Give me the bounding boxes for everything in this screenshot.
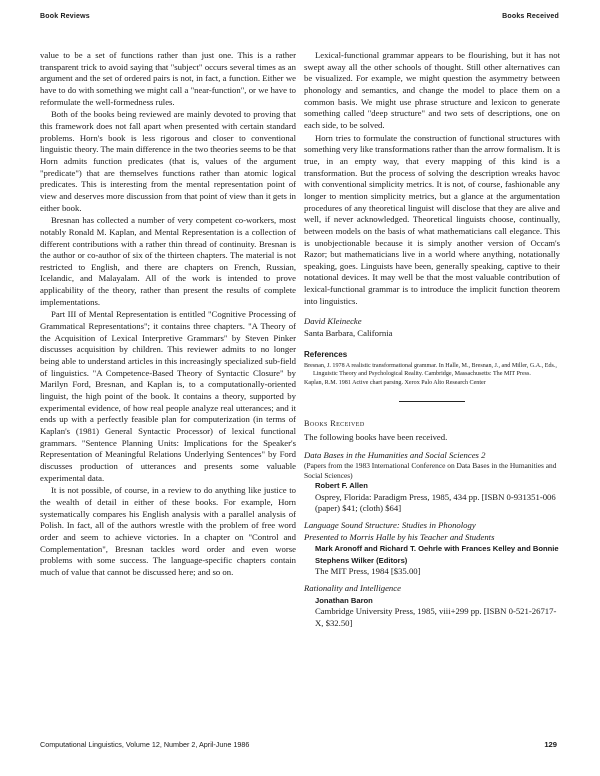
books-received-heading: Books Received	[304, 418, 365, 428]
paragraph: value to be a set of functions rather than just one. This is a rather transparent trick to avoid saying that "subject" occurs several times as an argument and the set of ordered pairs is not, in fact, a function. Either we have to do with something we might call a "near-function", or we have to reformulate the well-formedness rules.	[40, 50, 296, 107]
book-details: Cambridge University Press, 1985, viii+299 pp. [ISBN 0-521-26717-X, $32.50]	[315, 606, 557, 629]
book-author: Robert F. Allen	[315, 480, 368, 490]
running-header-left: Book Reviews	[40, 13, 90, 20]
books-received-intro: The following books have been received.	[304, 432, 448, 443]
running-header-right: Books Received	[502, 13, 559, 20]
book-details: Osprey, Florida: Paradigm Press, 1985, 434 pp. [ISBN 0-931351-006 (paper) $41; (cloth) $64]	[315, 491, 556, 514]
book-details: The MIT Press, 1984 [$35.00]	[315, 566, 421, 577]
book-entry	[304, 583, 560, 630]
book-subtitle: (Papers from the 1983 International Conference on Data Bases in the Humanities and Social Sciences)	[304, 461, 557, 480]
book-author: Jonathan Baron	[315, 595, 373, 605]
book-subtitle: Presented to Morris Halle by his Teacher and Students	[304, 531, 495, 542]
reviewer-location: Santa Barbara, California	[304, 328, 393, 339]
book-entry	[304, 520, 560, 578]
book-author: Mark Aronoff and Richard T. Oehrle with Frances Kelley and Bonnie Stephens Wilker (Editors)	[315, 544, 559, 565]
book-title: Rationality and Intelligence	[304, 583, 401, 594]
section-divider	[399, 401, 465, 402]
reference-entry: Bresnan, J. 1978 A realistic transformational grammar. In Halle, M., Bresnan, J., and Miller, G.A., Eds., Linguistic Theory and Psychological Reality. Cambridge, Massachusetts: The MIT Press.	[304, 363, 557, 378]
paragraph: Both of the books being reviewed are mainly devoted to proving that this framework does not fall apart when presented with certain standard problems. Horn's book is less rigorous and closer to conventional linguistic theory. The main difference in the two theories seems to be that Horn admits function predicates (that is, values of the argument "predicate") that are themselves functions rather than atomic logical predicates. This is interesting from the mental representation point of view and deserves more discussion from that point of view than it gets in either book.	[40, 109, 296, 213]
book-title: Data Bases in the Humanities and Social Sciences 2	[304, 449, 486, 460]
paragraph: Bresnan has collected a number of very competent co-workers, most notably Ronald M. Kaplan, and Mental Representation is a collection of different contributions with a rather thin thread of continuity. Bresnan is the author or co-author of six of the thirteen chapters. The material is not restricted to English, and there are chapters on French, Russian, Icelandic, and Malayalam. All of the work is intended to prove applicability of the theory, rather than present the results of complete implementations.	[40, 215, 296, 307]
paragraph: It is not possible, of course, in a review to do anything like justice to the wealth of detail in either of these books. For example, Horn systematically compares his English analysis with a parallel analysis of Polish. In fact, all of the authors wrestle with the problem of free word order and seem to achieve victories. In a chapter on "Control and Complementation", Bresnan tackles word order and even worse problems with some success. The language-specific chapters contain much of value that cannot be discussed here; and so on.	[40, 485, 296, 577]
book-entry	[304, 450, 560, 515]
journal-footer: Computational Linguistics, Volume 12, Number 2, April-June 1986	[40, 740, 250, 749]
references-heading: References	[304, 349, 348, 359]
left-column	[40, 50, 296, 579]
reviewer-name: David Kleinecke	[304, 316, 362, 327]
page-number: 129	[544, 740, 557, 749]
book-title: Language Sound Structure: Studies in Phonology	[304, 519, 476, 530]
reference-entry: Kaplan, R.M. 1981 Active chart parsing. Xerox Palo Alto Research Center	[304, 379, 486, 386]
paragraph: Horn tries to formulate the construction of functional structures with something very like transformations rather than the arrow formalism. It is true, in an empty way, that every mapping of this kind is a transformation. But the process of solving the description wreaks havoc with conventional simplicity metrics. It is not, of course, fashionable any longer to mention simplicity metrics, but a glance at the argumentation procedures of any theoretical linguist will disclose that they are alive and well, if never acknowledged. Theoretical linguists choose, continually, between models on the basis of what mathematicians call elegance. This is unobjectionable because it is simply another version of Occam's Razor; but mathematicians live in a world where anything, notationally speaking, goes. Linguists have been, generally speaking, captive to their notational devices. It may well be that the most valuable contribution of lexical-functional grammar is to introduce the implicit function theorem into linguistics.	[304, 132, 560, 306]
reviewer-signature	[304, 316, 560, 339]
paragraph: Part III of Mental Representation is entitled "Cognitive Processing of Grammatical Representations"; it contains three chapters. "A Theory of the Acquisition of Lexical Interpretive Grammars" by Steven Pinker discusses acquisition by children. This reviewer admits to no longer being able to understand articles in this increasingly specialized sub-field of linguistics. "A Competence-Based Theory of Syntactic Closure" by Marilyn Ford, Bresnan, and Kaplan is, to a computationally-oriented linguist, the high point of the book. It contains a theory, supported by experimental evidence, of how real people analyze real utterances; and it ends up with a perfectly feasible plan for computerization (in terms of Kaplan's (1981) General Syntactic Processor) of lexical functional grammars. "Sentence Planning Units: Implications for the Speaker's Representation of Meaningful Relations Underlying Sentences" by Ford discusses production of utterances and presents some valuable experimental data.	[40, 309, 296, 483]
paragraph: Lexical-functional grammar appears to be flourishing, but it has not swept away all the other schools of thought. Still other alternatives can be visualized. For example, we might question the asymmetry between phonology and semantics, and change the model to place them on a common basis. We might use phrase structure and lexicon to generate something called "deep structure" and two sets of descriptions, one on each side, to be solved.	[304, 50, 560, 130]
right-column	[304, 50, 560, 635]
references-list	[304, 363, 560, 387]
